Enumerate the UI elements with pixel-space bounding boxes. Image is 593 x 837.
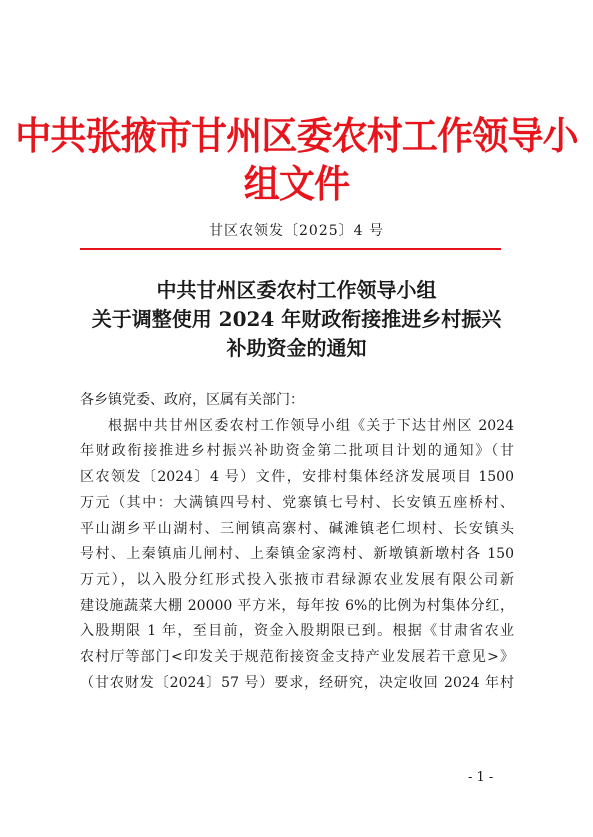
body-line: 入股期限 1 年，至目前，资金入股期限已到。根据《甘肃省农业 — [80, 623, 514, 640]
body-line: 万元（其中：大满镇四号村、党寨镇七号村、长安镇五座桥村、 — [80, 494, 514, 511]
body-line: 平山湖乡平山湖村、三闸镇高寨村、碱滩镇老仁坝村、长安镇头 — [80, 520, 514, 537]
title-line-1: 中共甘州区委农村工作领导小组 — [156, 278, 437, 302]
title-line-3: 补助资金的通知 — [226, 336, 367, 360]
body-line: 农村厅等部门<印发关于规范衔接资金支持产业发展若干意见>》 — [80, 649, 514, 666]
title-line-2: 关于调整使用 2024 年财政衔接推进乡村振兴 — [91, 307, 502, 331]
body-line: （甘农财发〔2024〕57 号）要求，经研究，决定收回 2024 年村 — [80, 674, 514, 691]
body-line: 区农领发〔2024〕4 号）文件，安排村集体经济发展项目 1500 — [80, 469, 514, 486]
salutation: 各乡镇党委、政府，区属有关部门： — [80, 392, 304, 408]
document-body — [80, 388, 514, 696]
body-line: 建设施蔬菜大棚 20000 平方米，每年按 6%的比例为村集体分红， — [80, 597, 514, 614]
body-line: 号村、上秦镇庙儿闸村、上秦镇金家湾村、新墩镇新墩村各 150 — [80, 546, 514, 563]
page-number: - 1 - — [468, 770, 494, 785]
body-line: 万元），以入股分红形式投入张掖市君绿源农业发展有限公司新 — [80, 571, 514, 588]
body-line: 年财政衔接推进乡村振兴补助资金第二批项目计划的通知》（甘 — [80, 443, 514, 460]
document-number: 甘区农领发〔2025〕4 号 — [209, 223, 384, 239]
document-masthead: 中共张掖市甘州区委农村工作领导小组文件 — [15, 114, 578, 206]
body-line: 根据中共甘州区委农村工作领导小组《关于下达甘州区 2024 — [108, 417, 514, 434]
red-divider-rule — [80, 248, 501, 250]
document-title — [0, 276, 593, 363]
